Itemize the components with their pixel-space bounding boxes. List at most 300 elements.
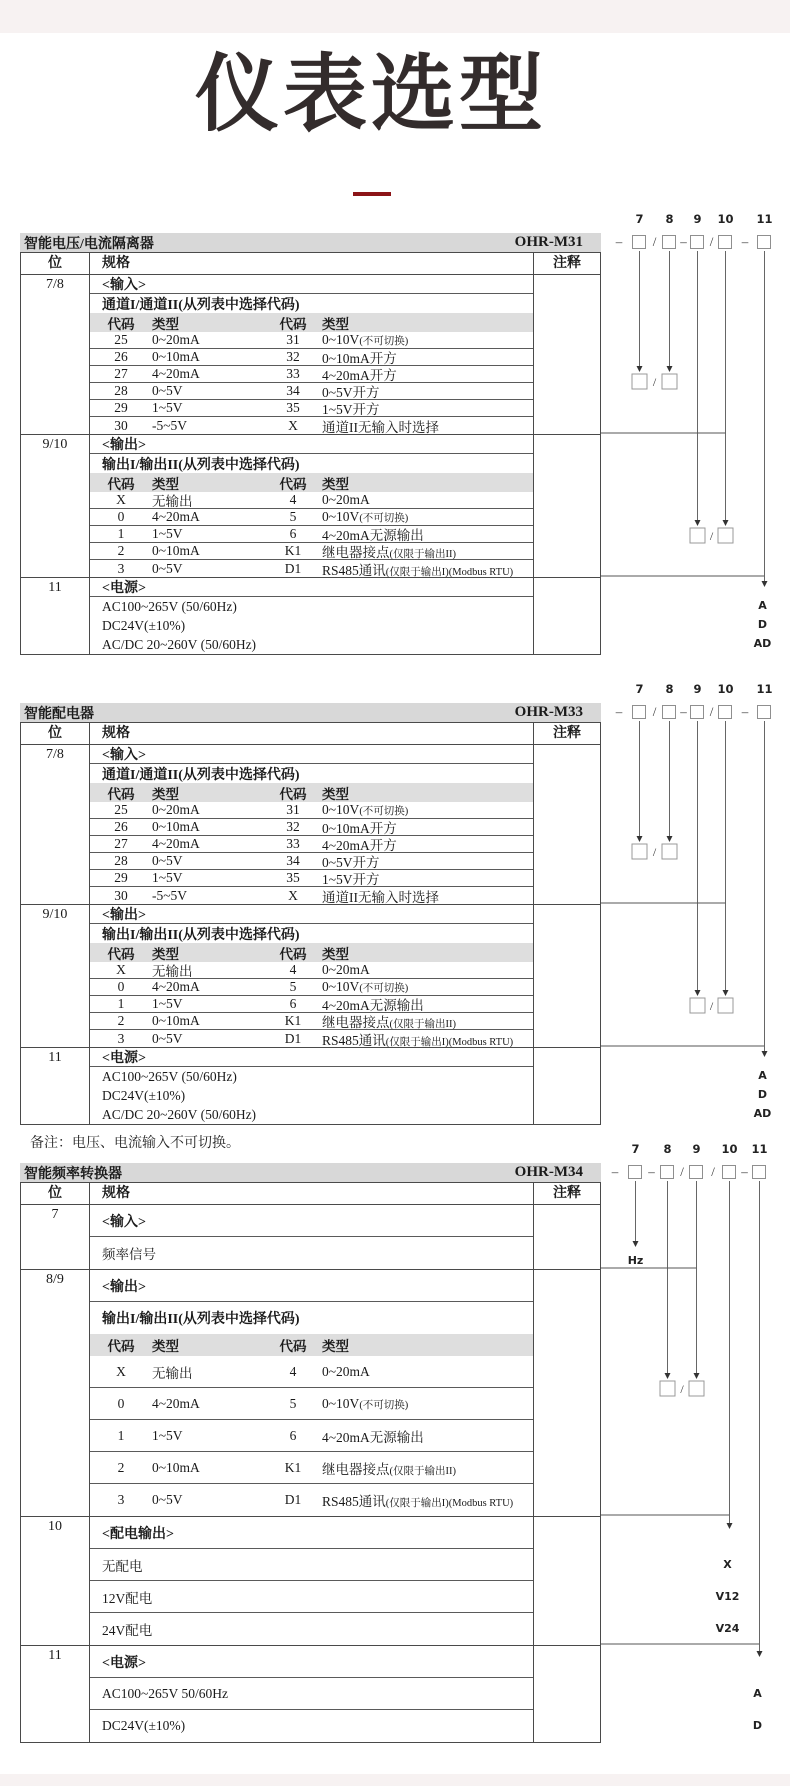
position-cell: 9/10 [21,435,90,577]
type-cell: 0~10mA [152,1459,200,1475]
product-table-m33 [0,682,790,1128]
col-header-spec: 规格 [90,723,534,744]
option-text: 24V配电 [102,1623,153,1638]
type-cell: 通道II无输入时选择 [322,889,439,905]
code-cell: 33 [286,366,300,381]
code-cell: 5 [289,979,297,994]
svg-text:/: / [709,529,714,543]
position-cell: 9/10 [21,905,90,1047]
title-underline [353,192,391,196]
format-separator: – [611,1164,619,1179]
code-cell: 6 [289,526,297,541]
col-header-position: 位 [21,1183,90,1204]
position-number: 11 [756,212,773,226]
svg-text:/: / [680,1382,684,1396]
spec-column [90,1646,534,1742]
spec-label: <电源> [102,1051,146,1066]
option-text: AC100~265V (50/60Hz) [102,598,237,614]
code-cell: 0 [117,1395,125,1411]
code-cell: 2 [117,1013,125,1028]
code-cell: 2 [117,543,125,558]
codehdr-row [90,1334,533,1356]
type-cell: 类型 [322,316,349,332]
code-cell: 28 [114,383,128,398]
option-text: AC/DC 20~260V (50/60Hz) [102,636,257,652]
product-name: 智能配电器 [24,706,94,722]
product-name: 智能频率转换器 [24,1166,122,1182]
position-cell: 7/8 [21,275,90,434]
code-cell: 25 [114,332,128,347]
type-cell: 0~10mA [152,819,200,834]
type-cell: 类型 [322,786,349,802]
table-section [21,1516,600,1645]
note-cell [534,1048,600,1124]
type-cell: 0~10mA [152,543,200,558]
position-number: 9 [692,1142,701,1156]
type-cell: 4~20mA无源输出 [322,998,424,1013]
type-cell: 0~5V [152,853,183,868]
label-row [90,578,533,597]
type-cell: 0~10V(不可切换) [322,1395,409,1411]
position-cell: 10 [21,1517,90,1645]
option-text: AC/DC 20~260V (50/60Hz) [102,1106,257,1122]
code-cell: 0 [117,979,125,994]
position-number: 7 [635,682,644,696]
label-row [90,1205,533,1237]
option-row [90,1549,533,1581]
code-cell: 31 [286,332,300,347]
code-cell: 29 [114,870,128,885]
table-section [21,1645,600,1742]
note-cell [534,435,600,577]
type-cell: 1~5V [152,526,183,541]
type-cell: 0~10V(不可切换) [322,979,409,994]
table-title-bar [20,233,601,252]
type-cell: 4~20mA [152,509,200,524]
col-header-note: 注释 [553,1186,581,1201]
position-number: 8 [665,682,674,696]
table-section [21,1269,600,1516]
code-cell: 30 [114,887,128,903]
selection-table [20,1182,601,1743]
option-row [90,1613,533,1645]
type-cell: 4~20mA [152,836,200,851]
spec-column [90,1048,534,1124]
selection-code-diagram [600,1163,790,1753]
type-cell: 0~10V(不可切换) [322,332,409,347]
code-row [90,400,533,417]
option-text: DC24V(±10%) [102,617,186,633]
code-row [90,492,533,509]
type-cell: -5~5V [152,417,188,433]
col-header-note: 注释 [553,256,581,271]
table-header [21,723,600,745]
type-cell: 0~10mA开方 [322,821,397,836]
code-cell: 代码 [279,786,307,802]
sublabel-row [90,294,533,313]
code-cell: 35 [286,870,300,885]
option-row [90,635,533,654]
position-number: 9 [693,212,702,226]
spec-label: <配电输出> [102,1526,174,1542]
code-row [90,1013,533,1030]
option-text: 无配电 [102,1558,143,1574]
code-cell: 1 [117,996,125,1011]
type-cell: 0~10mA [152,1013,200,1028]
type-cell: 0~5V [152,1492,183,1507]
position-cell: 11 [21,578,90,654]
code-cell: 25 [114,802,128,817]
code-cell: 代码 [107,1339,135,1354]
spec-label: 通道I/通道II(从列表中选择代码) [102,767,300,783]
format-separator: / [680,1164,684,1179]
code-cell: 5 [289,509,297,524]
code-row [90,870,533,887]
position-cell: 11 [21,1048,90,1124]
position-cell: 7 [21,1205,90,1269]
position-number: 10 [717,682,734,696]
svg-text:A: A [758,1069,767,1082]
table-section [21,745,600,904]
selection-table [20,252,601,655]
type-cell: 类型 [322,946,349,962]
spec-column [90,275,534,434]
type-cell: 0~20mA [152,802,200,817]
code-cell: 3 [117,1492,125,1507]
code-cell: X [116,1363,126,1379]
type-cell: 0~10mA [152,349,200,364]
spec-label: <输入> [102,278,146,293]
code-cell: 6 [289,996,297,1011]
position-number: 10 [721,1142,738,1156]
code-row [90,543,533,560]
format-separator: / [709,234,714,249]
spec-label: 输出I/输出II(从列表中选择代码) [102,457,300,473]
label-row [90,1270,533,1302]
bottom-band [0,1774,790,1786]
selection-table [20,722,601,1125]
spec-column [90,1205,534,1269]
format-separator: – [648,1164,655,1179]
label-row [90,905,533,924]
format-separator: – [741,704,749,719]
code-cell: 6 [289,1427,297,1443]
sublabel-row [90,1302,533,1334]
code-cell: 34 [286,853,300,868]
spec-label: 输出I/输出II(从列表中选择代码) [102,927,300,943]
note-cell [534,1646,600,1742]
type-cell: 4~20mA开方 [322,368,397,383]
option-row [90,597,533,616]
code-row [90,1356,533,1388]
type-cell: 4~20mA开方 [322,838,397,853]
type-cell: 1~5V开方 [322,872,380,887]
code-cell: 1 [117,1427,125,1443]
spec-label: <输出> [102,438,146,453]
code-cell: 代码 [279,946,307,962]
label-row [90,1646,533,1678]
code-cell: K1 [284,1013,302,1028]
code-cell: 32 [286,819,300,834]
note-cell [534,745,600,904]
page-title: 仪表选型 [194,47,547,141]
sublabel-row [90,924,533,943]
code-cell: K1 [284,1459,302,1475]
code-cell: K1 [284,543,302,558]
type-cell: 0~5V [152,560,183,576]
product-name: 智能电压/电流隔离器 [24,236,154,252]
code-cell: 33 [286,836,300,851]
code-cell: 27 [114,836,128,851]
code-cell: 3 [117,560,125,576]
code-cell: D1 [284,1030,302,1046]
type-cell: 4~20mA无源输出 [322,1429,424,1445]
selection-code-diagram [600,703,790,1134]
code-cell: 1 [117,526,125,541]
sublabel-row [90,764,533,783]
code-cell: 28 [114,853,128,868]
table-section [21,434,600,577]
code-cell: X [288,417,298,433]
format-separator: – [615,704,623,719]
code-cell: 30 [114,417,128,433]
format-separator: – [741,234,749,249]
type-cell: 1~5V [152,870,183,885]
svg-text:V12: V12 [715,1590,740,1603]
note-cell [534,1205,600,1269]
table-section [21,1205,600,1269]
table-title-bar [20,1163,601,1182]
type-cell: 0~20mA [322,492,370,507]
type-cell: 无输出 [152,494,193,509]
label-row [90,1517,533,1549]
position-number: 9 [693,682,702,696]
format-separator: / [709,704,714,719]
label-row [90,1048,533,1067]
type-cell: RS485通讯(仅限于输出I)(Modbus RTU) [322,1494,514,1509]
code-row [90,1452,533,1484]
type-cell: 类型 [152,316,179,332]
note-cell [534,905,600,1047]
spec-label: 通道I/通道II(从列表中选择代码) [102,297,300,313]
code-row [90,1030,533,1047]
type-cell: 0~10mA开方 [322,351,397,366]
type-cell: 类型 [152,786,179,802]
spec-label: <输出> [102,908,146,923]
footnote: 备注：电压、电流输入不可切换。 [30,1136,240,1151]
table-section [21,577,600,654]
spec-label: <输入> [102,748,146,763]
format-separator: – [615,234,623,249]
code-cell: 代码 [107,786,135,802]
code-cell: 5 [289,1395,297,1411]
svg-text:/: / [652,845,657,859]
svg-text:Hz: Hz [627,1254,644,1267]
note-cell [534,1270,600,1516]
type-cell: 无输出 [152,1365,193,1381]
position-number: 8 [663,1142,672,1156]
model-number: OHR-M31 [514,234,583,250]
position-number: 10 [717,212,734,226]
note-cell [534,1517,600,1645]
col-header-note: 注释 [553,726,581,741]
type-cell: 类型 [152,946,179,962]
svg-text:AD: AD [753,637,772,650]
model-number: OHR-M34 [514,1164,583,1180]
option-text: DC24V(±10%) [102,1718,186,1733]
type-cell: 1~5V [152,996,183,1011]
table-section [21,275,600,434]
codehdr-row [90,783,533,802]
code-row [90,417,533,434]
code-cell: 4 [289,492,297,507]
table-section [21,904,600,1047]
table-header [21,1183,600,1205]
option-text: 12V配电 [102,1590,153,1606]
code-cell: 代码 [107,476,135,492]
model-number: OHR-M33 [514,704,583,720]
type-cell: 0~20mA [322,962,370,977]
type-cell: 类型 [152,476,179,492]
svg-text:/: / [652,375,657,389]
table-section [21,1047,600,1124]
type-cell: 1~5V [152,400,183,415]
code-cell: 4 [289,1363,297,1379]
code-row [90,1420,533,1452]
position-number: 11 [756,682,773,696]
code-cell: X [116,492,126,507]
position-cell: 8/9 [21,1270,90,1516]
svg-text:V24: V24 [715,1622,740,1635]
type-cell: -5~5V [152,887,188,903]
sublabel-row [90,454,533,473]
format-separator: / [711,1164,715,1179]
option-row [90,1678,533,1710]
type-cell: 类型 [152,1339,179,1354]
spec-column [90,905,534,1047]
codehdr-row [90,313,533,332]
col-header-spec: 规格 [90,253,534,274]
code-cell: 32 [286,349,300,364]
spec-column [90,1270,534,1516]
code-row [90,962,533,979]
code-cell: 代码 [279,1339,307,1354]
type-cell: 4~20mA [152,979,200,994]
code-cell: 代码 [279,476,307,492]
code-cell: 2 [117,1459,125,1475]
format-separator: – [741,1164,748,1179]
svg-text:D: D [757,618,768,631]
svg-text:A: A [758,599,767,612]
spec-column [90,578,534,654]
type-cell: 0~5V开方 [322,385,380,400]
code-cell: 0 [117,509,125,524]
type-cell: RS485通讯(仅限于输出I)(Modbus RTU) [322,1032,514,1048]
type-cell: 继电器接点(仅限于输出II) [322,1461,456,1477]
format-separator: / [652,234,657,249]
col-header-spec: 规格 [90,1183,534,1204]
format-separator: – [680,704,687,719]
label-row [90,275,533,294]
code-row [90,1484,533,1516]
type-cell: 0~10V(不可切换) [322,802,409,817]
table-title-bar [20,703,601,722]
type-cell: 类型 [322,1339,349,1354]
product-table-m31 [0,212,790,658]
code-cell: 31 [286,802,300,817]
option-row [90,1067,533,1086]
option-row [90,1237,533,1269]
spec-label: <电源> [102,581,146,596]
code-cell: 代码 [107,316,135,332]
type-cell: 继电器接点(仅限于输出II) [322,1015,456,1030]
label-row [90,435,533,454]
code-cell: D1 [284,1492,302,1507]
code-cell: 代码 [279,316,307,332]
type-cell: 0~5V [152,383,183,398]
option-text: DC24V(±10%) [102,1087,186,1103]
type-cell: 通道II无输入时选择 [322,419,439,435]
code-cell: X [288,887,298,903]
spec-column [90,745,534,904]
svg-text:D: D [752,1719,763,1732]
type-cell: 1~5V [152,1427,183,1443]
spec-label: <输入> [102,1214,146,1230]
position-cell: 7/8 [21,745,90,904]
svg-text:A: A [753,1687,762,1700]
type-cell: 0~5V [152,1030,183,1046]
type-cell: 4~20mA无源输出 [322,528,424,543]
option-text: 频率信号 [102,1247,156,1262]
label-row [90,745,533,764]
code-row [90,560,533,577]
table-header [21,253,600,275]
spec-column [90,1517,534,1645]
option-row [90,1581,533,1613]
type-cell: 0~10V(不可切换) [322,509,409,524]
code-cell: 29 [114,400,128,415]
code-row [90,1388,533,1420]
col-header-position: 位 [21,253,90,274]
code-cell: 代码 [107,946,135,962]
type-cell: 0~20mA [322,1363,370,1379]
svg-text:/: / [709,999,714,1013]
code-cell: 3 [117,1030,125,1046]
note-cell [534,275,600,434]
position-number: 8 [665,212,674,226]
type-cell: 类型 [322,476,349,492]
note-cell [534,578,600,654]
selection-code-diagram [600,233,790,664]
type-cell: 继电器接点(仅限于输出II) [322,545,456,560]
code-cell: 35 [286,400,300,415]
spec-column [90,435,534,577]
spec-label: 输出I/输出II(从列表中选择代码) [102,1312,300,1327]
code-cell: 27 [114,366,128,381]
option-row [90,1105,533,1124]
top-band [0,0,790,33]
option-row [90,1710,533,1742]
code-cell: 34 [286,383,300,398]
type-cell: 0~5V开方 [322,855,380,870]
option-text: AC100~265V 50/60Hz [102,1685,228,1701]
svg-text:AD: AD [753,1107,772,1120]
option-text: AC100~265V (50/60Hz) [102,1068,237,1084]
spec-label: <输出> [102,1279,146,1295]
position-cell: 11 [21,1646,90,1742]
option-row [90,616,533,635]
position-number: 7 [631,1142,640,1156]
